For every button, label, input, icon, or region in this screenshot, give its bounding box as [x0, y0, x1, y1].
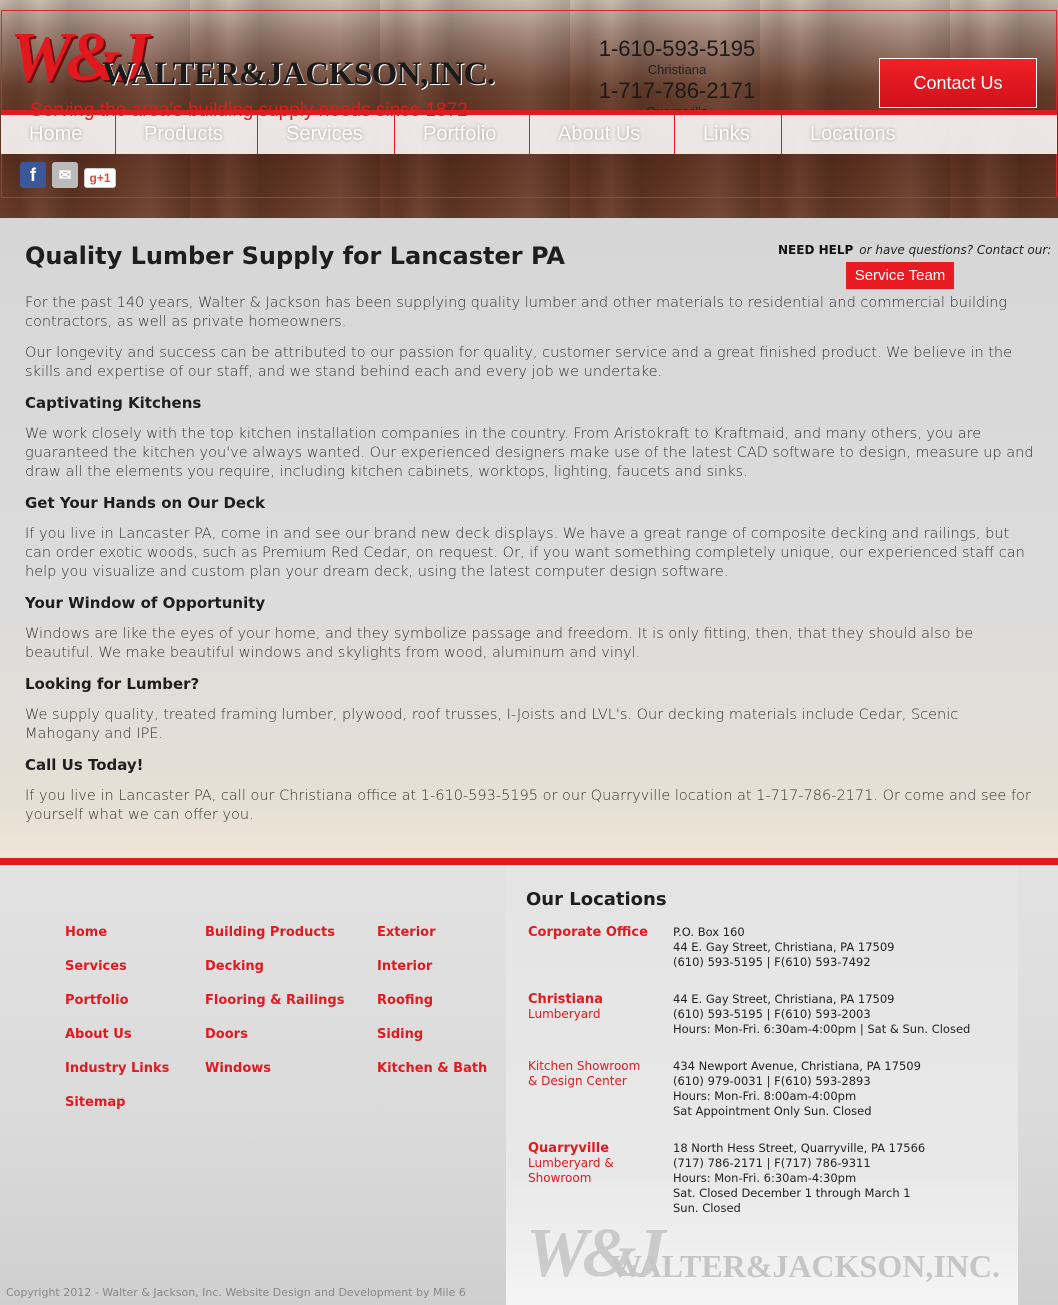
locations-title: Our Locations: [526, 889, 667, 910]
location-line: (610) 593-5195 | F(610) 593-7492: [673, 955, 871, 969]
location-line: Hours: Mon-Fri. 6:30am-4:00pm | Sat & Sun. Closed: [673, 1022, 971, 1036]
location-line: Hours: Mon-Fri. 6:30am-4:30pm: [673, 1171, 857, 1185]
windows-paragraph: Windows are like the eyes of your home, and they symbolize passage and freedom. It is only fitting, then, that they should also be beautiful. We make beautiful windows and skylights from wood, aluminum and vinyl.: [25, 626, 974, 661]
location-name-secondary: Kitchen Showroom & Design Center: [528, 1059, 641, 1088]
location-line: Sun. Closed: [673, 1201, 741, 1215]
footer-link-exterior[interactable]: Exterior: [377, 925, 436, 940]
nav-services[interactable]: Services: [258, 115, 395, 154]
footer-link-doors[interactable]: Doors: [205, 1027, 248, 1042]
location-address: [673, 1141, 1008, 1216]
footer-link-building-products[interactable]: Building Products: [205, 925, 336, 940]
company-logo[interactable]: [10, 19, 495, 102]
intro-paragraph: For the past 140 years, Walter & Jackson has been supplying quality lumber and other materials to residential and commercial building contractors, as well as private homeowners.: [25, 295, 1008, 330]
location-name-primary: Quarryville: [528, 1141, 610, 1156]
site-header: [0, 0, 1058, 218]
social-links: [20, 162, 116, 188]
help-strong: NEED HELP: [778, 243, 854, 257]
location-line: 434 Newport Avenue, Christiana, PA 17509: [673, 1059, 921, 1073]
location-line: 18 North Hess Street, Quarryville, PA 17566: [673, 1141, 926, 1155]
call-heading: Call Us Today!: [25, 756, 144, 774]
logo-company-name: WALTER&JACKSON,INC.: [102, 56, 495, 92]
location-line: Sat. Closed December 1 through March 1: [673, 1186, 911, 1200]
location-address: [673, 1059, 1008, 1119]
location-line: 44 E. Gay Street, Christiana, PA 17509: [673, 992, 895, 1006]
location-address: [673, 992, 1008, 1037]
footer-link-about-us[interactable]: About Us: [65, 1027, 132, 1042]
footer-col-main: [65, 925, 169, 1129]
footer-link-interior[interactable]: Interior: [377, 959, 433, 974]
footer-link-roofing[interactable]: Roofing: [377, 993, 434, 1008]
logo-mark: W&J: [10, 19, 144, 96]
nav-about-us[interactable]: About Us: [530, 115, 675, 154]
main-content: [0, 218, 1058, 860]
kitchens-paragraph: We work closely with the top kitchen installation companies in the country. From Aristokraft to Kraftmaid, and many others, you are guaranteed the kitchen you've always wanted. Our experienced designers make use of the latest CAD software to design, measure up and draw all the elements you require, including kitchen cabinets, worktops, lighting, faucets and sinks.: [25, 426, 1034, 480]
help-text: or have questions? Contact our:: [859, 243, 1052, 257]
location-line: (610) 593-5195 | F(610) 593-2003: [673, 1007, 871, 1021]
lumber-paragraph: We supply quality, treated framing lumber, plywood, roof trusses, I-Joists and LVL's. Our decking materials include Cedar, Scenic Mahogany and IPE.: [25, 707, 959, 742]
google-plus-icon[interactable]: g+1: [84, 168, 116, 188]
phone-quarryville[interactable]: 1-717-786-2171: [598, 78, 756, 103]
footer-link-kitchen-bath[interactable]: Kitchen & Bath: [377, 1061, 488, 1076]
location-name[interactable]: [528, 992, 653, 1022]
nav-products[interactable]: Products: [116, 115, 258, 154]
longevity-paragraph: Our longevity and success can be attributed to our passion for quality, customer service and a great finished product. We believe in the skills and expertise of our staff, and we stand behind each and every job we undertake.: [25, 345, 1013, 380]
location-name-secondary: Lumberyard: [528, 1007, 601, 1021]
nav-portfolio[interactable]: Portfolio: [395, 115, 530, 154]
windows-heading: Your Window of Opportunity: [25, 594, 266, 612]
location-name-primary: Corporate Office: [528, 925, 648, 940]
phone-location-christiana: Christiana: [647, 62, 707, 77]
footer-logo-company: WALTER&JACKSON,INC.: [610, 1248, 1000, 1284]
location-name[interactable]: [528, 1059, 653, 1089]
footer-link-decking[interactable]: Decking: [205, 959, 264, 974]
facebook-icon[interactable]: f: [20, 162, 46, 188]
service-team-button[interactable]: Service Team: [846, 262, 954, 289]
footer-link-portfolio[interactable]: Portfolio: [65, 993, 129, 1008]
page-title: Quality Lumber Supply for Lancaster PA: [25, 242, 565, 270]
copyright-text: Copyright 2012 - Walter & Jackson, Inc. Website Design and Development by Mile 6: [6, 1286, 466, 1299]
location-line: (717) 786-2171 | F(717) 786-9311: [673, 1156, 871, 1170]
footer-logo-mark: W&J: [526, 1215, 660, 1292]
phone-numbers: [590, 36, 764, 120]
email-icon[interactable]: ✉: [52, 162, 78, 188]
tagline: Serving the area's building supply needs since 1872: [30, 100, 468, 121]
location-name[interactable]: [528, 925, 653, 940]
location-line: Hours: Mon-Fri. 8:00am-4:00pm: [673, 1089, 857, 1103]
footer-link-services[interactable]: Services: [65, 959, 127, 974]
nav-locations[interactable]: Locations: [810, 123, 896, 145]
phone-christiana[interactable]: 1-610-593-5195: [598, 36, 756, 61]
location-address: [673, 925, 1008, 970]
deck-paragraph: If you live in Lancaster PA, come in and see our brand new deck displays. We have a great range of composite decking and railings, but can order exotic woods, such as Premium Red Cedar, on request. Or, if you want something completely unique, our experienced staff can help you visualize and custom plan your dream deck, using the latest computer design software.: [25, 526, 1025, 580]
help-prompt: [778, 243, 1051, 257]
lumber-heading: Looking for Lumber?: [25, 675, 200, 693]
call-paragraph: If you live in Lancaster PA, call our Christiana office at 1-610-593-5195 or our Quarryville location at 1-717-786-2171. Or come and see for yourself what we can offer you.: [25, 788, 1031, 823]
contact-us-button[interactable]: Contact Us: [879, 58, 1037, 108]
location-line: Sat Appointment Only Sun. Closed: [673, 1104, 872, 1118]
footer-logo: [526, 1215, 1006, 1300]
locations-panel: [506, 865, 1018, 1305]
footer-link-sitemap[interactable]: Sitemap: [65, 1095, 126, 1110]
footer-link-flooring-railings[interactable]: Flooring & Railings: [205, 993, 345, 1008]
footer-col-categories: [377, 925, 487, 1095]
nav-links[interactable]: Links: [675, 115, 782, 154]
location-line: P.O. Box 160: [673, 925, 745, 939]
footer-link-home[interactable]: Home: [65, 925, 108, 940]
location-name-primary: Christiana: [528, 992, 603, 1007]
nav-home[interactable]: Home: [1, 115, 116, 154]
kitchens-heading: Captivating Kitchens: [25, 394, 202, 412]
site-footer: [0, 865, 1058, 1305]
deck-heading: Get Your Hands on Our Deck: [25, 494, 265, 512]
location-line: 44 E. Gay Street, Christiana, PA 17509: [673, 940, 895, 954]
article-body: [25, 294, 1037, 837]
footer-link-siding[interactable]: Siding: [377, 1027, 424, 1042]
footer-col-products: [205, 925, 344, 1095]
location-name-secondary: Lumberyard & Showroom: [528, 1156, 614, 1185]
footer-link-windows[interactable]: Windows: [205, 1061, 272, 1076]
location-name[interactable]: [528, 1141, 653, 1186]
footer-link-industry-links[interactable]: Industry Links: [65, 1061, 170, 1076]
location-line: (610) 979-0031 | F(610) 593-2893: [673, 1074, 871, 1088]
footer-divider: [0, 858, 1058, 865]
